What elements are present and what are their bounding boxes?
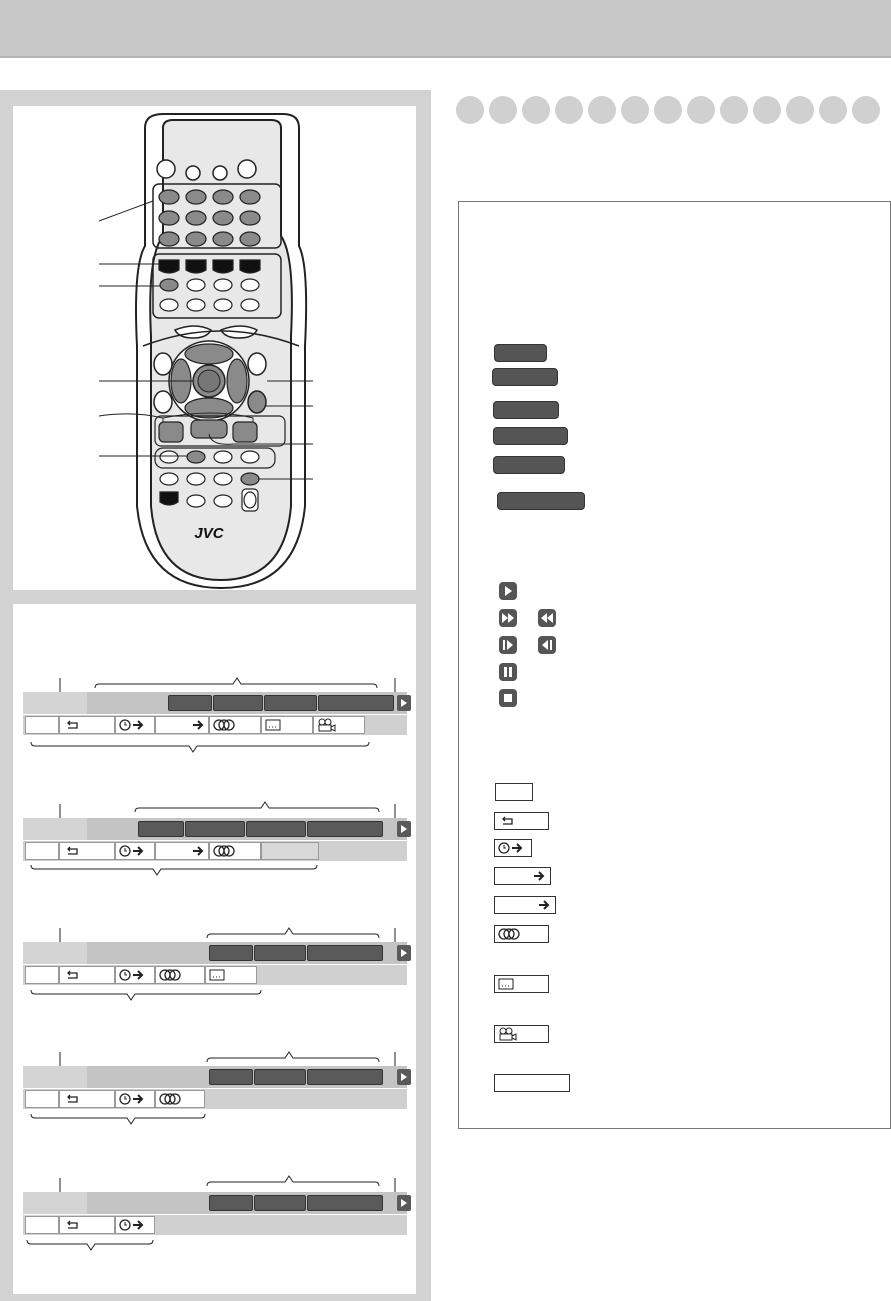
play-icon bbox=[397, 695, 411, 711]
play-icon bbox=[397, 1069, 411, 1085]
repeat-icon bbox=[59, 1090, 115, 1108]
repeat-icon bbox=[494, 812, 549, 830]
status-indicator-2 bbox=[492, 368, 558, 386]
angle-icon bbox=[313, 716, 365, 734]
repeat-icon bbox=[59, 1216, 115, 1234]
function-bar-3 bbox=[23, 965, 407, 985]
legend-box bbox=[458, 201, 891, 1129]
time-search-icon bbox=[115, 1090, 155, 1108]
time-search-icon bbox=[494, 839, 532, 857]
remote-control-illustration bbox=[13, 106, 416, 590]
slow-reverse-icon bbox=[538, 636, 556, 654]
subtitle-icon bbox=[494, 975, 549, 993]
repeat-icon bbox=[59, 966, 115, 984]
status-indicator-3 bbox=[493, 401, 559, 419]
header-band bbox=[0, 0, 891, 56]
fast-reverse-icon bbox=[538, 609, 556, 627]
play-icon bbox=[397, 1195, 411, 1211]
function-bar-2 bbox=[23, 841, 407, 861]
status-bar-4 bbox=[23, 1066, 407, 1088]
subtitle-icon bbox=[205, 966, 257, 984]
audio-icon bbox=[155, 1090, 205, 1108]
status-indicator-5 bbox=[493, 456, 565, 474]
repeat-icon bbox=[59, 716, 115, 734]
dots-row bbox=[455, 95, 891, 125]
forward-arrow-icon bbox=[494, 896, 556, 914]
brand-logo: JVC bbox=[194, 525, 224, 542]
status-bar-5 bbox=[23, 1192, 407, 1214]
audio-icon bbox=[209, 716, 261, 734]
angle-icon bbox=[494, 1025, 549, 1043]
stop-icon bbox=[499, 689, 517, 707]
function-bar-4 bbox=[23, 1089, 407, 1109]
status-bar-2 bbox=[23, 818, 407, 840]
header-rule bbox=[0, 56, 891, 58]
pause-icon bbox=[499, 663, 517, 681]
onscreen-bars-box bbox=[13, 604, 416, 1294]
status-bar-1 bbox=[23, 692, 407, 714]
section-heading-dots bbox=[455, 95, 891, 125]
time-search-icon bbox=[115, 716, 155, 734]
repeat-icon bbox=[59, 842, 115, 860]
audio-icon bbox=[209, 842, 261, 860]
status-indicator-1 bbox=[494, 344, 547, 362]
remote-illustration-box bbox=[13, 106, 416, 590]
time-search-icon bbox=[115, 842, 155, 860]
time-search-icon bbox=[115, 966, 155, 984]
audio-icon bbox=[155, 966, 205, 984]
status-indicator-4 bbox=[493, 427, 568, 445]
forward-arrow-icon bbox=[494, 867, 551, 885]
play-icon bbox=[499, 582, 517, 600]
fast-forward-icon bbox=[499, 609, 517, 627]
function-indicator-wide bbox=[494, 1074, 570, 1092]
function-bar-5 bbox=[23, 1215, 407, 1235]
subtitle-icon bbox=[261, 716, 313, 734]
time-search-icon bbox=[115, 1216, 155, 1234]
status-indicator-6 bbox=[497, 492, 585, 510]
play-icon bbox=[397, 821, 411, 837]
audio-icon bbox=[494, 925, 549, 943]
function-bar-1 bbox=[23, 715, 407, 735]
slow-forward-icon bbox=[499, 636, 517, 654]
function-indicator-blank bbox=[495, 783, 533, 801]
status-bar-3 bbox=[23, 942, 407, 964]
play-icon bbox=[397, 945, 411, 961]
